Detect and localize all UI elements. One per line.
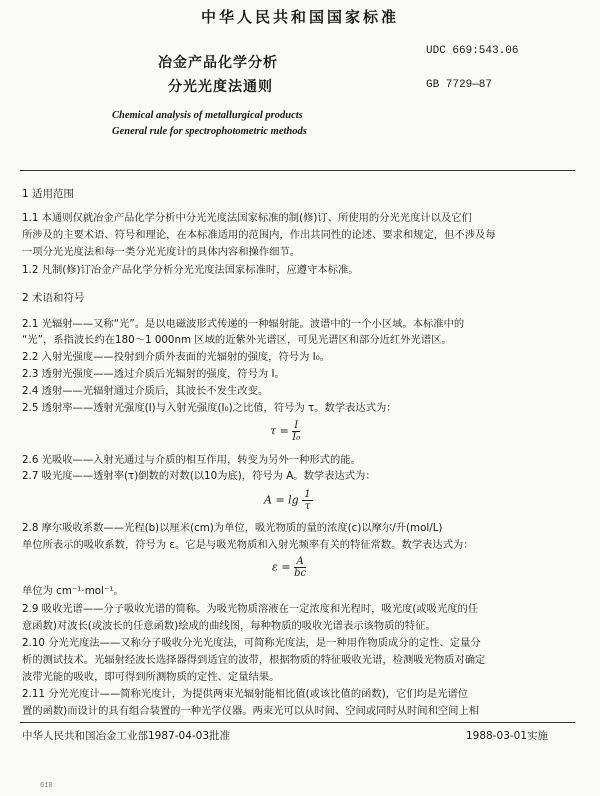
para-1-2: 1.2 凡制(修)订冶金产品化学分析分光光度法国家标准时，应遵守本标准。 bbox=[22, 264, 359, 276]
formula-transmittance bbox=[270, 420, 300, 443]
para-2-11-line2: 置的函数)而设计的具有组合装置的一种光学仪器。两束光可以从时间、空间或同时从时间和空间上相 bbox=[22, 705, 480, 717]
para-2-4: 2.4 透射——光辐射通过介质后，其波长不发生改变。 bbox=[22, 385, 269, 397]
formula-a-numerator: 1 bbox=[304, 489, 311, 500]
page-number: 610 bbox=[40, 782, 53, 790]
title-cn-line1: 冶金产品化学分析 bbox=[158, 55, 278, 71]
para-2-10-line3: 波带光能的吸收，即可得到所测物质的定性、定量结果。 bbox=[22, 671, 280, 683]
title-en-line2: General rule for spectrophotometric methods bbox=[112, 126, 307, 137]
formula-a-fraction bbox=[302, 489, 312, 512]
formula-a-denominator: τ bbox=[304, 501, 311, 512]
formula-eps-fraction bbox=[294, 556, 306, 579]
para-2-6: 2.6 光吸收——入射光通过与介质的相互作用，转变为另外一种形式的能。 bbox=[22, 454, 361, 466]
para-2-1-line2: “光”，系指波长约在180～1 000nm 区域的近紫外光谱区，可见光谱区和部分近红外光谱区。 bbox=[22, 334, 452, 346]
formula-tau-lhs: τ = bbox=[270, 424, 293, 438]
para-2-9-line1: 2.9 吸收光谱——分子吸收光谱的简称。为吸光物质溶液在一定浓度和光程时，吸光度(或吸光度的任 bbox=[22, 603, 479, 615]
para-2-11-line1: 2.11 分光光度计——简称光度计，为提供两束光辐射能相比值(或该比值的函数)，它们均是光谱位 bbox=[22, 688, 469, 700]
para-2-8-unit: 单位为 cm⁻¹·mol⁻¹。 bbox=[22, 585, 124, 597]
approval-note: 中华人民共和国冶金工业部1987-04-03批准 bbox=[22, 730, 231, 742]
para-1-1-line1: 1.1 本通则仅就冶金产品化学分析中分光光度法国家标准的制(修)订、所使用的分光光度计以及它们 bbox=[22, 212, 472, 224]
formula-tau-denominator: I₀ bbox=[292, 432, 301, 443]
formula-molar-absorptivity bbox=[272, 556, 306, 579]
para-2-3: 2.3 透射光强度——透过介质后光辐射的强度，符号为 I。 bbox=[22, 368, 285, 380]
udc-code: UDC 669:543.06 bbox=[426, 45, 519, 57]
section-1-title: 1 适用范围 bbox=[22, 188, 75, 200]
para-2-2: 2.2 入射光强度——投射到介质外表面的光辐射的强度，符号为 I₀。 bbox=[22, 351, 331, 363]
formula-eps-denominator: bc bbox=[294, 568, 307, 579]
para-2-5: 2.5 透射率——透射光强度(I)与入射光强度(I₀)之比值，符号为 τ。数学表达式为： bbox=[22, 402, 397, 414]
para-2-1-line1: 2.1 光辐射——又称“光”。是以电磁波形式传递的一种辐射能。波谱中的一个小区域。本标准中的 bbox=[22, 318, 465, 330]
para-2-8-line1: 2.8 摩尔吸收系数——光程(b)以厘米(cm)为单位，吸光物质的量的浓度(c)以摩尔/升(mol/L) bbox=[22, 522, 443, 534]
footer-divider bbox=[20, 722, 575, 723]
title-cn-line2: 分光光度法通则 bbox=[168, 79, 273, 95]
gb-code: GB 7729—87 bbox=[426, 79, 493, 91]
para-2-8-line2: 单位所表示的吸收系数，符号为 ε。它是与吸光物质和入射光频率有关的特征常数。数学表达式为： bbox=[22, 539, 474, 551]
para-1-1-line3: 一项分光光度法和每一类分光光度计的具体内容和操作细节。 bbox=[22, 246, 301, 258]
implementation-note: 1988-03-01实施 bbox=[466, 730, 549, 742]
title-en-line1: Chemical analysis of metallurgical products bbox=[112, 110, 303, 121]
formula-tau-fraction bbox=[292, 420, 300, 443]
para-2-10-line2: 析的测试技术。光辐射经波长选择器得到适宜的波带，根据物质的特征吸收光谱，检测吸光物质对确定 bbox=[22, 654, 486, 666]
formula-a-lhs: A = lg bbox=[264, 493, 299, 507]
section-2-title: 2 术语和符号 bbox=[22, 292, 85, 304]
para-2-7: 2.7 吸光度——透射率(τ)倒数的对数(以10为底)，符号为 A。数学表达式为： bbox=[22, 470, 376, 482]
para-1-1-line2: 所涉及的主要术语、符号和理论，在本标准适用的范围内，作出共同性的论述、要求和规定，但不涉及每 bbox=[22, 229, 496, 241]
para-2-9-line2: 意函数)对波长(或波长的任意函数)绘成的曲线图，每种物质的吸收光谱表示该物质的特征。 bbox=[22, 620, 436, 632]
formula-tau-numerator: I bbox=[292, 420, 300, 432]
header-divider bbox=[20, 170, 575, 171]
formula-eps-lhs: ε = bbox=[272, 560, 295, 574]
standard-header: 中华人民共和国国家标准 bbox=[200, 8, 399, 26]
para-2-10-line1: 2.10 分光光度法——又称分子吸收分光光度法，可简称光度法，是一种用作物质成分的定性、定量分 bbox=[22, 637, 481, 649]
formula-eps-numerator: A bbox=[294, 556, 306, 568]
formula-absorbance bbox=[264, 489, 313, 512]
